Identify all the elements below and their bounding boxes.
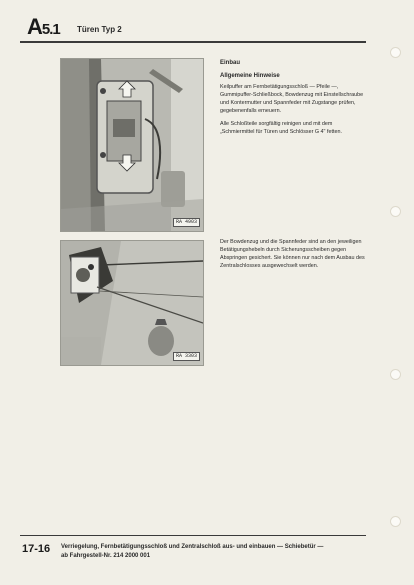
page-number: 17-16 bbox=[22, 543, 51, 555]
paragraph-bowden-cable bbox=[220, 238, 366, 270]
paragraph-text: Der Bowdenzug und die Spannfeder sind an den jeweiligen Betätigungshebeln durch Sicherungsscheiben gegen Abspringen gesichert. Sie können nur nach dem Ausbau des Zentralschlosses ausgewechselt werden. bbox=[220, 239, 365, 270]
central-lock-photo-illustration bbox=[61, 241, 203, 365]
binder-hole bbox=[390, 516, 401, 527]
binder-hole bbox=[390, 206, 401, 217]
section-heading: Einbau bbox=[220, 60, 241, 66]
paragraph-text: Keilpuffer am Fernbetätigungsschloß — Pfeile —, Gummipuffer-Schließbock, Bowdenzug mit Einstellschraube und Kontermutter und Spannfeder mit Zugstange prüfen, gegebenenfalls erneuern. bbox=[220, 84, 364, 115]
section-number: 5.1 bbox=[41, 21, 60, 38]
page-title: Türen Typ 2 bbox=[77, 25, 122, 34]
paragraph-text: Alle Schloßteile sorgfältig reinigen und mit dem „Schmiermittel für Türen und Schlösser G 4" fetten. bbox=[220, 121, 342, 136]
footer-line-2: ab Fahrgestell-Nr. 214 2000 001 bbox=[61, 553, 151, 559]
central-lock-photo bbox=[60, 240, 204, 366]
paragraph-lubricate bbox=[220, 120, 366, 136]
lock-photo-illustration bbox=[61, 59, 203, 231]
figure-reference-1: RA 4903 bbox=[173, 218, 200, 227]
paragraph-inspect-parts bbox=[220, 83, 366, 115]
subheading: Allgemeine Hinweise bbox=[220, 73, 280, 79]
header-rule bbox=[20, 41, 366, 43]
footer-line-1: Verriegelung, Fernbetätigungsschloß und Zentralschloß aus- und einbauen — Schiebetür — bbox=[61, 544, 324, 550]
footer-caption bbox=[61, 543, 366, 561]
section-code bbox=[27, 14, 60, 40]
lock-photo bbox=[60, 58, 204, 232]
binder-hole bbox=[390, 47, 401, 58]
binder-hole bbox=[390, 369, 401, 380]
figure-reference-2: RA 3303 bbox=[173, 352, 200, 361]
section-letter: A bbox=[27, 14, 42, 39]
footer-rule bbox=[20, 535, 366, 536]
